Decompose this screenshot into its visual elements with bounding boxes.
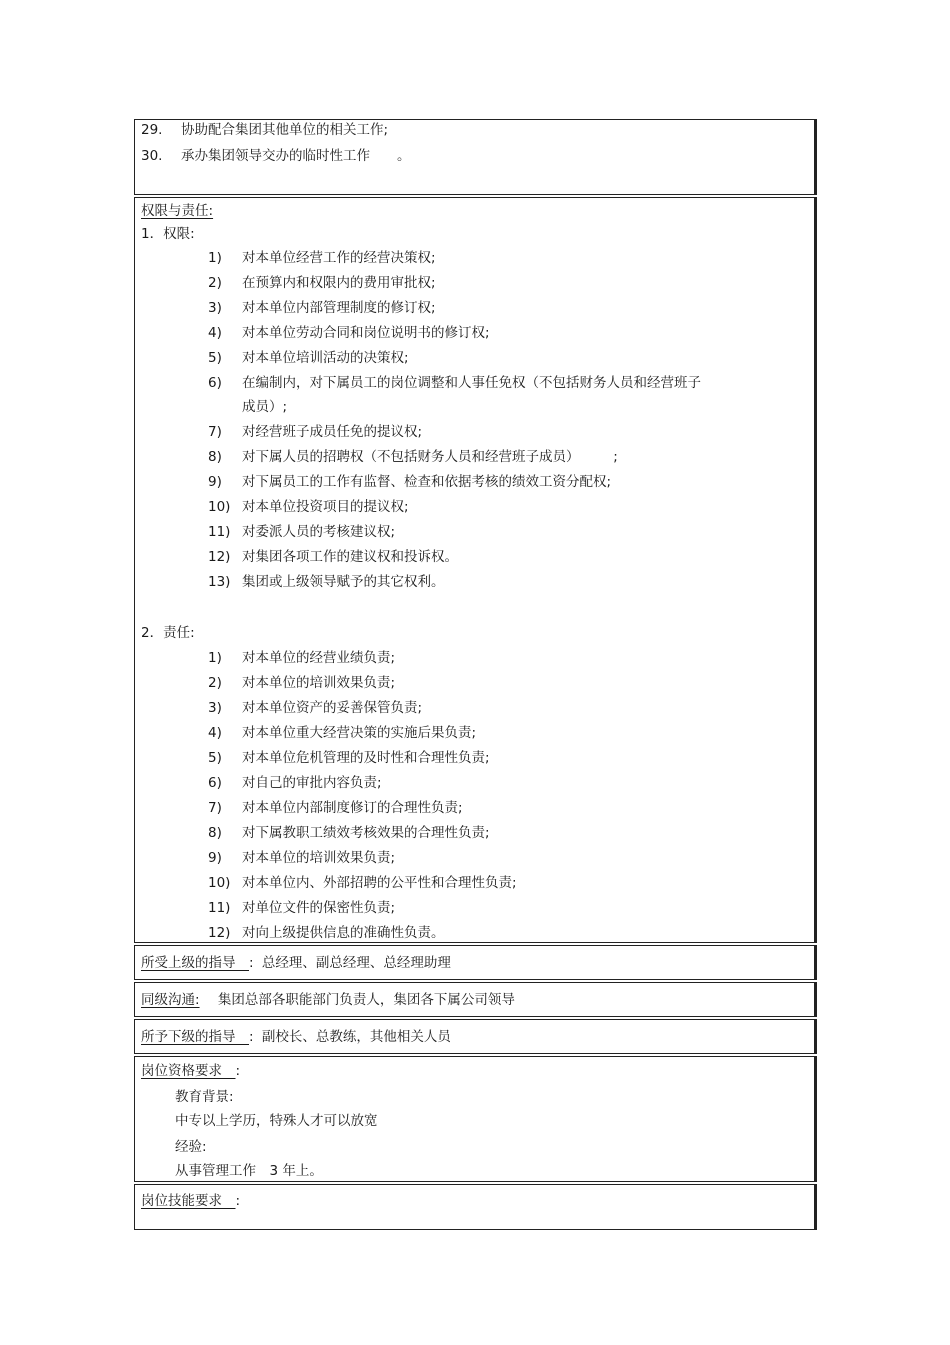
list-item (208, 249, 768, 267)
item-text: 在预算内和权限内的费用审批权; (242, 275, 436, 291)
experience-value: 从事管理工作 3 年上。 (175, 1163, 323, 1179)
item-text: 在编制内，对下属员工的岗位调整和人事任免权（不包括财务人员和经营班子 (242, 375, 701, 391)
item-text: 对向上级提供信息的准确性负责。 (242, 925, 445, 941)
item-number: 10) (208, 499, 231, 515)
education-label: 教育背景: (175, 1089, 234, 1105)
education-value: 中专以上学历，特殊人才可以放宽 (175, 1113, 378, 1129)
item-text: 对下属人员的招聘权（不包括财务人员和经营班子成员） ; (242, 449, 618, 465)
subordinate-guidance-section (134, 1019, 817, 1054)
skills-sep: : (235, 1193, 241, 1209)
list-item (208, 899, 768, 917)
list-item (208, 749, 768, 767)
item-number: 8) (208, 449, 222, 465)
list-item (208, 398, 768, 416)
item-text: 集团或上级领导赋予的其它权利。 (242, 574, 445, 590)
item-text: 对自己的审批内容负责; (242, 775, 382, 791)
item-number: 2) (208, 275, 222, 291)
list-item (208, 523, 768, 541)
powers-heading: 1．权限: (141, 226, 195, 242)
item-text: 对下属员工的工作有监督、检查和依据考核的绩效工资分配权; (242, 474, 612, 490)
list-item (208, 724, 768, 742)
item-number: 8) (208, 825, 222, 841)
item-number: 4) (208, 725, 222, 741)
item-number: 7) (208, 800, 222, 816)
qualification-sep: : (235, 1063, 241, 1079)
list-item (208, 699, 768, 717)
item-text: 对下属教职工绩效考核效果的合理性负责; (242, 825, 490, 841)
item-number: 30. (141, 148, 163, 164)
item-text: 对本单位劳动合同和岗位说明书的修订权; (242, 325, 490, 341)
item-number: 2) (208, 675, 222, 691)
item-text: 协助配合集团其他单位的相关工作; (181, 122, 389, 138)
item-text: 承办集团领导交办的临时性工作 。 (181, 148, 411, 164)
peer-value: 集团总部各职能部门负责人，集团各下属公司领导 (217, 992, 515, 1008)
list-item (208, 374, 768, 392)
peer-communication-section (134, 982, 817, 1017)
item-number: 9) (208, 474, 222, 490)
item-text: 对本单位内部制度修订的合理性负责; (242, 800, 463, 816)
list-item (208, 299, 768, 317)
qualification-section (134, 1056, 817, 1182)
item-number: 5) (208, 350, 222, 366)
item-text: 对本单位内部管理制度的修订权; (242, 300, 436, 316)
list-item (208, 324, 768, 342)
list-item (208, 799, 768, 817)
subordinate-value: 副校长、总教练，其他相关人员 (261, 1029, 451, 1045)
list-item (208, 849, 768, 867)
list-item (141, 147, 741, 165)
list-item (208, 448, 768, 466)
superior-guidance-section (134, 945, 817, 980)
item-text: 对本单位的培训效果负责; (242, 850, 396, 866)
superior-label: 所受上级的指导 (141, 955, 249, 971)
item-text: 对集团各项工作的建议权和投诉权。 (242, 549, 458, 565)
duties-continued-section (134, 119, 817, 195)
item-text: 对本单位经营工作的经营决策权; (242, 250, 436, 266)
item-text: 对本单位的经营业绩负责; (242, 650, 396, 666)
authority-responsibility-section (134, 197, 817, 943)
list-item (208, 548, 768, 566)
item-number: 12) (208, 549, 231, 565)
item-number: 1) (208, 250, 222, 266)
list-item (208, 924, 768, 942)
subordinate-sep: : (249, 1029, 254, 1045)
item-text: 对单位文件的保密性负责; (242, 900, 396, 916)
item-number: 10) (208, 875, 231, 891)
job-description-table (134, 119, 817, 1232)
list-item (208, 473, 768, 491)
skills-label: 岗位技能要求 (141, 1193, 236, 1209)
item-text: 对本单位培训活动的决策权; (242, 350, 409, 366)
item-number: 9) (208, 850, 222, 866)
list-item (208, 774, 768, 792)
superior-sep: : (249, 955, 254, 971)
subordinate-label: 所予下级的指导 (141, 1029, 249, 1045)
item-number: 11) (208, 900, 231, 916)
item-text: 对经营班子成员任免的提议权; (242, 424, 423, 440)
item-number: 6) (208, 375, 222, 391)
list-item (208, 349, 768, 367)
item-number: 5) (208, 750, 222, 766)
item-number: 4) (208, 325, 222, 341)
item-text: 对本单位的培训效果负责; (242, 675, 396, 691)
item-text: 对本单位危机管理的及时性和合理性负责; (242, 750, 490, 766)
item-number: 12) (208, 925, 231, 941)
item-number: 13) (208, 574, 231, 590)
list-item (208, 573, 768, 591)
experience-label: 经验: (175, 1139, 207, 1155)
item-text: 对本单位投资项目的提议权; (242, 499, 409, 515)
list-item (208, 824, 768, 842)
skills-section (134, 1184, 817, 1230)
item-number: 3) (208, 700, 222, 716)
list-item (208, 423, 768, 441)
item-number: 3) (208, 300, 222, 316)
list-item (208, 874, 768, 892)
list-item (208, 674, 768, 692)
section-heading: 权限与责任: (141, 203, 214, 219)
item-text: 对本单位重大经营决策的实施后果负责; (242, 725, 477, 741)
item-number: 6) (208, 775, 222, 791)
item-text: 对委派人员的考核建议权; (242, 524, 396, 540)
item-number: 29. (141, 122, 163, 138)
peer-label: 同级沟通: (141, 992, 200, 1008)
duties-heading: 2．责任: (141, 625, 195, 641)
qualification-label: 岗位资格要求 (141, 1063, 236, 1079)
list-item (141, 121, 741, 139)
list-item (208, 498, 768, 516)
list-item (208, 274, 768, 292)
item-text: 对本单位内、外部招聘的公平性和合理性负责; (242, 875, 517, 891)
item-number: 7) (208, 424, 222, 440)
item-number: 11) (208, 524, 231, 540)
item-number: 1) (208, 650, 222, 666)
superior-value: 总经理、副总经理、总经理助理 (261, 955, 451, 971)
item-text: 对本单位资产的妥善保管负责; (242, 700, 423, 716)
item-text: 成员）; (242, 399, 288, 415)
list-item (208, 649, 768, 667)
